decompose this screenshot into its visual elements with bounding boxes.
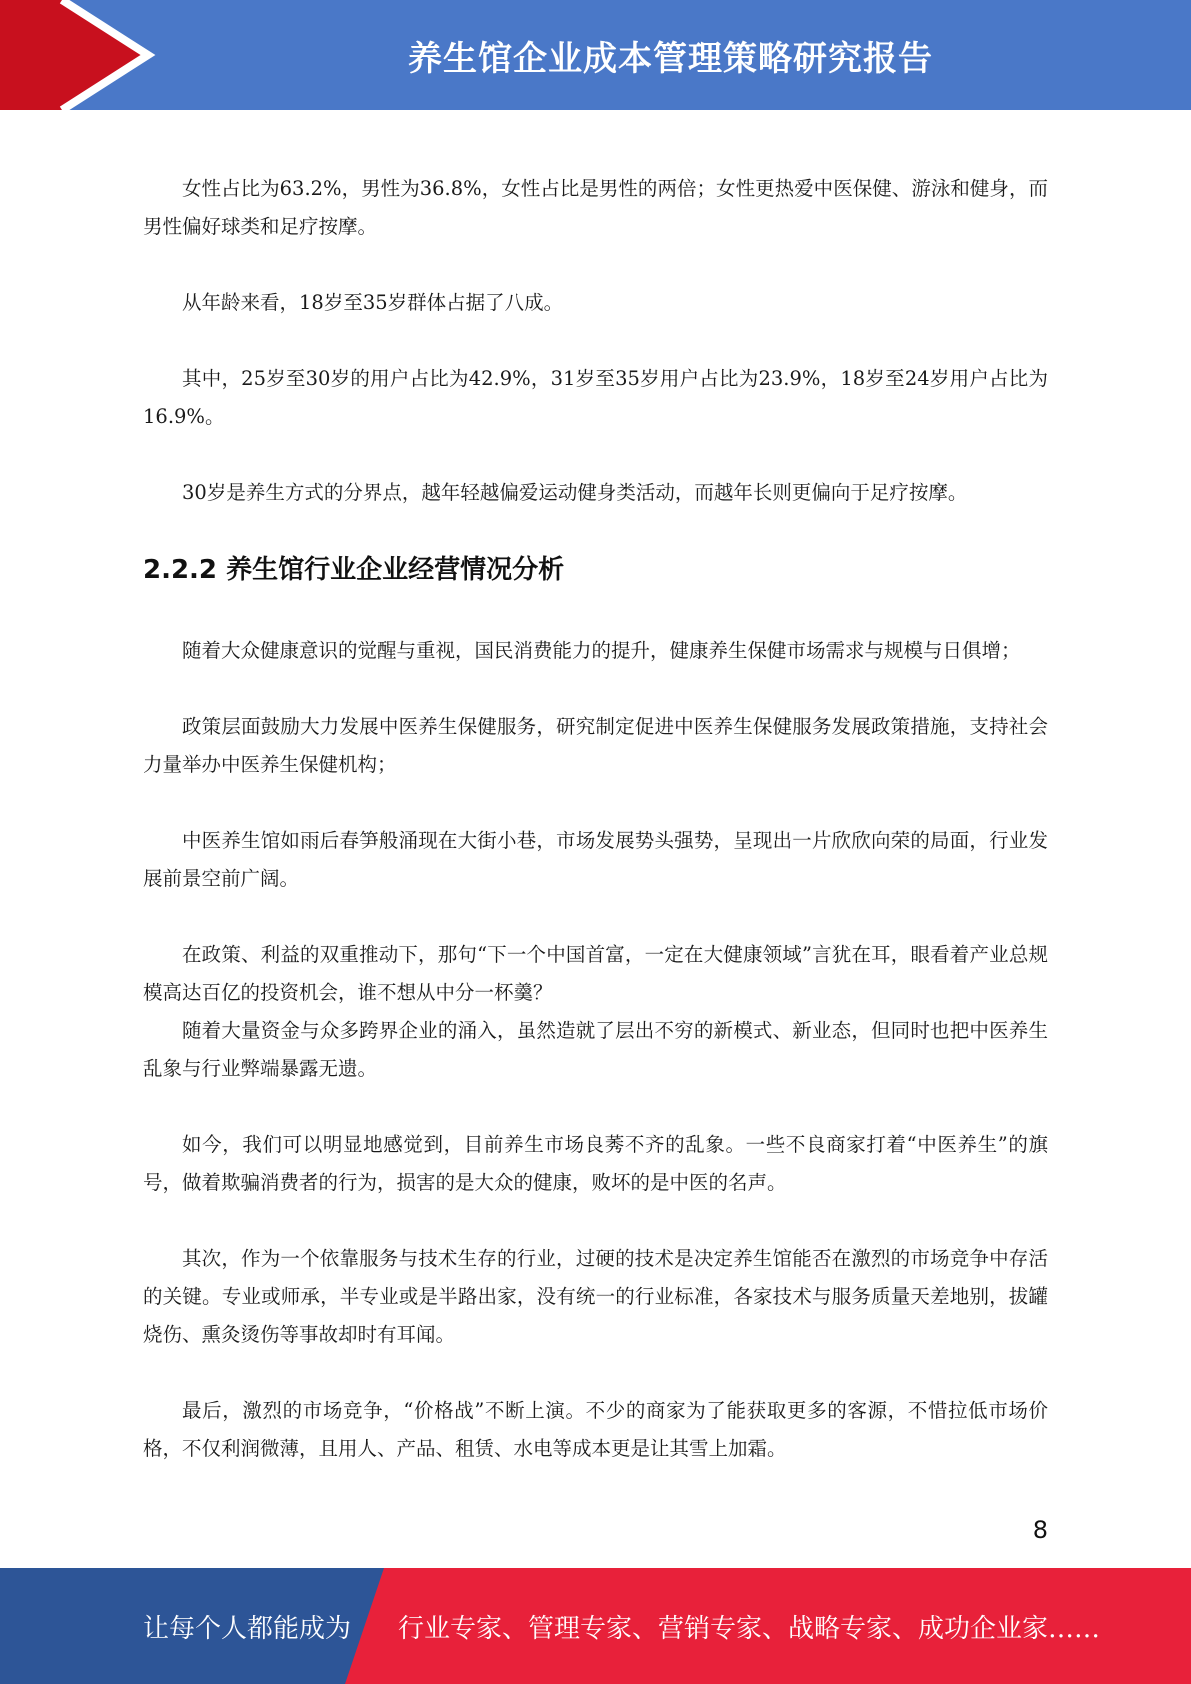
section-heading: 2.2.2 养生馆行业企业经营情况分析 (143, 555, 565, 585)
page-footer (0, 1568, 1191, 1684)
paragraph-investment: 在政策、利益的双重推动下，那句“下一个中国首富，一定在大健康领域”言犹在耳，眼看着产业总规模高达百亿的投资机会，谁不想从中分一杯羹？ (143, 943, 1048, 1004)
paragraph-cross-border: 随着大量资金与众多跨界企业的涌入，虽然造就了层出不穷的新模式、新业态，但同时也把中医养生乱象与行业弊端暴露无遗。 (143, 1019, 1048, 1080)
paragraph-gender-ratio: 女性占比为63.2%，男性为36.8%，女性占比是男性的两倍；女性更热爱中医保健、游泳和健身，而男性偏好球类和足疗按摩。 (143, 177, 1048, 238)
paragraph-price-war: 最后，激烈的市场竞争，“价格战”不断上演。不少的商家为了能获取更多的客源，不惜拉低市场价格，不仅利润微薄，且用人、产品、租赁、水电等成本更是让其雪上加霜。 (143, 1399, 1048, 1460)
paragraph-technology: 其次，作为一个依靠服务与技术生存的行业，过硬的技术是决定养生馆能否在激烈的市场竞争中存活的关键。专业或师承，半专业或是半路出家，没有统一的行业标准，各家技术与服务质量天差地别，拔罐烧伤、熏灸烫伤等事故却时有耳闻。 (143, 1247, 1048, 1346)
paragraph-industry-prospect: 中医养生馆如雨后春笋般涌现在大街小巷，市场发展势头强势，呈现出一片欣欣向荣的局面，行业发展前景空前广阔。 (143, 829, 1048, 890)
paragraph-age-boundary: 30岁是养生方式的分界点，越年轻越偏爱运动健身类活动，而越年长则更偏向于足疗按摩。 (182, 481, 968, 504)
paragraph-age-breakdown: 其中，25岁至30岁的用户占比为42.9%，31岁至35岁用户占比为23.9%，18岁至24岁用户占比为16.9%。 (143, 367, 1048, 428)
document-body (143, 170, 1048, 1506)
header-title: 养生馆企业成本管理策略研究报告 (408, 38, 933, 79)
footer-slogan-left: 让每个人都能成为 (143, 1613, 352, 1644)
page-number: 8 (1032, 1516, 1048, 1544)
paragraph-policy: 政策层面鼓励大力发展中医养生保健服务，研究制定促进中医养生保健服务发展政策措施，支持社会力量举办中医养生保健机构； (143, 715, 1048, 776)
paragraph-age-overview: 从年龄来看，18岁至35岁群体占据了八成。 (182, 291, 564, 314)
paragraph-market-chaos: 如今，我们可以明显地感觉到，目前养生市场良莠不齐的乱象。一些不良商家打着“中医养生”的旗号，做着欺骗消费者的行为，损害的是大众的健康，败坏的是中医的名声。 (143, 1133, 1048, 1194)
paragraph-market-demand: 随着大众健康意识的觉醒与重视，国民消费能力的提升，健康养生保健市场需求与规模与日俱增； (182, 639, 1021, 662)
page-header (0, 0, 1191, 110)
footer-slogan-right: 行业专家、管理专家、营销专家、战略专家、成功企业家…… (398, 1613, 1101, 1644)
